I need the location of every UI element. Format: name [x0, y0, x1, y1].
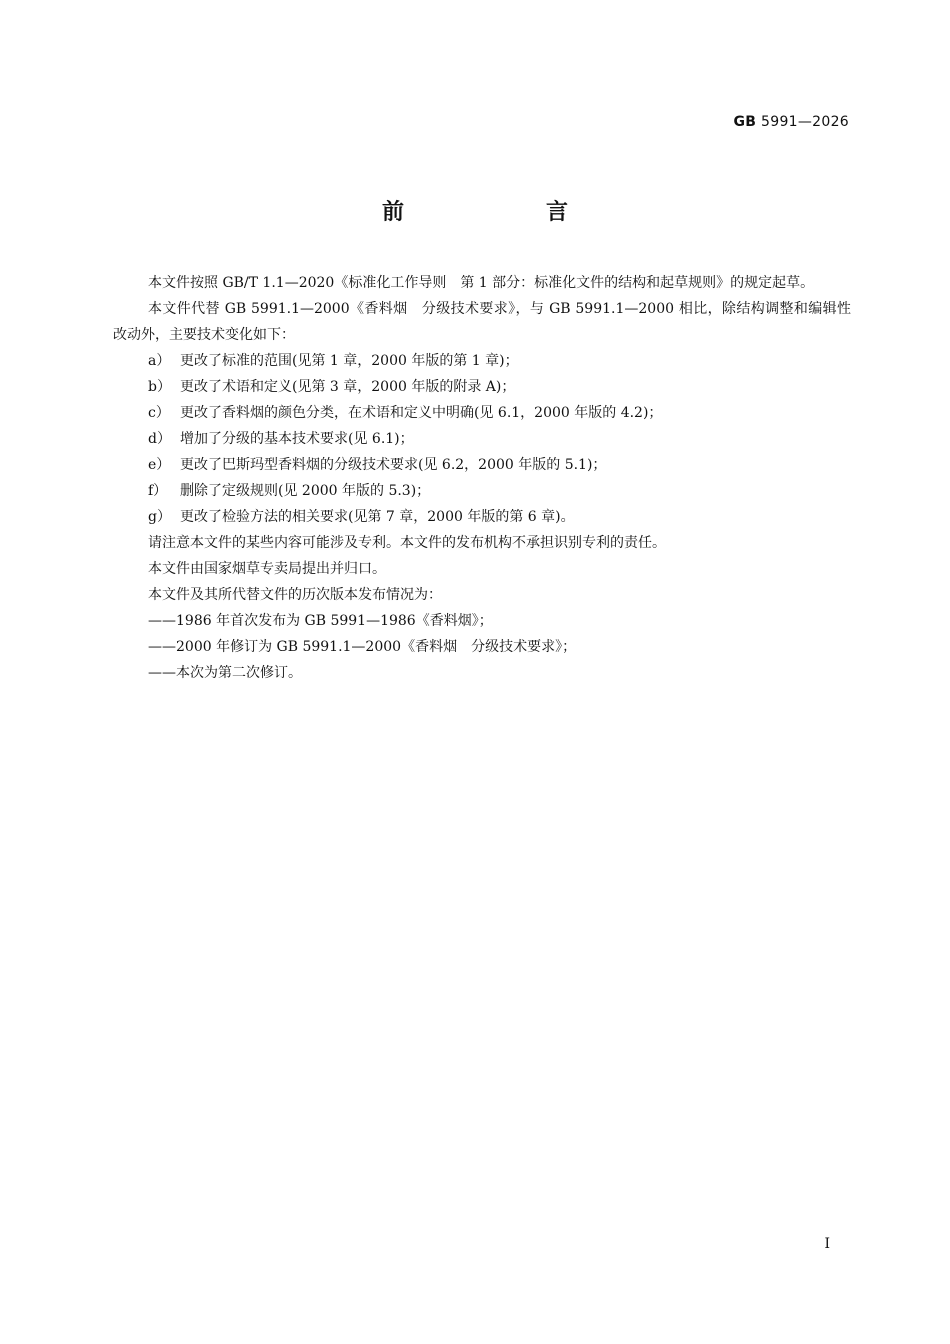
standard-number-header — [734, 114, 850, 130]
change-item-text: 更改了检验方法的相关要求(见第 7 章，2000 年版的第 6 章)。 — [180, 509, 575, 525]
change-item — [113, 400, 851, 426]
standard-prefix: GB — [733, 114, 757, 130]
change-item-text: 更改了巴斯玛型香料烟的分级技术要求(见 6.2，2000 年版的 5.1)； — [180, 457, 607, 473]
change-item-label: e） — [148, 457, 171, 473]
change-item-text: 增加了分级的基本技术要求(见 6.1)； — [180, 431, 414, 447]
replacement-paragraph: 本文件代替 GB 5991.1—2000《香料烟 分级技术要求》，与 GB 5991.1—2000 相比，除结构调整和编辑性改动外，主要技术变化如下： — [113, 301, 851, 343]
change-item — [113, 374, 851, 400]
change-item — [113, 452, 851, 478]
history-item: ——2000 年修订为 GB 5991.1—2000《香料烟 分级技术要求》； — [148, 639, 577, 655]
page-number: I — [824, 1236, 830, 1252]
change-item-label: g） — [148, 509, 171, 525]
history-item: ——本次为第二次修订。 — [148, 665, 302, 681]
change-item-label: f） — [148, 483, 168, 499]
proposer-statement: 本文件由国家烟草专卖局提出并归口。 — [148, 561, 386, 577]
change-item — [113, 348, 851, 374]
patent-notice: 请注意本文件的某些内容可能涉及专利。本文件的发布机构不承担识别专利的责任。 — [148, 535, 666, 551]
change-item-label: a） — [148, 353, 171, 369]
change-item — [113, 478, 851, 504]
change-item-text: 更改了香料烟的颜色分类，在术语和定义中明确(见 6.1，2000 年版的 4.2)； — [180, 405, 663, 421]
drafting-rule-paragraph: 本文件按照 GB/T 1.1—2020《标准化工作导则 第 1 部分：标准化文件的结构和起草规则》的规定起草。 — [148, 275, 815, 291]
change-item — [113, 426, 851, 452]
change-item — [113, 504, 851, 530]
history-item: ——1986 年首次发布为 GB 5991—1986《香料烟》； — [148, 613, 493, 629]
change-item-text: 删除了定级规则(见 2000 年版的 5.3)； — [180, 483, 431, 499]
standard-number: 5991—2026 — [761, 114, 849, 130]
change-item-text: 更改了术语和定义(见第 3 章，2000 年版的附录 A)； — [180, 379, 516, 395]
page-title: 前 言 — [381, 200, 628, 225]
change-item-label: c） — [148, 405, 170, 421]
history-intro: 本文件及其所代替文件的历次版本发布情况为： — [148, 587, 442, 603]
change-item-text: 更改了标准的范围(见第 1 章，2000 年版的第 1 章)； — [180, 353, 519, 369]
change-item-label: b） — [148, 379, 171, 395]
foreword-body — [113, 270, 851, 686]
change-item-label: d） — [148, 431, 171, 447]
